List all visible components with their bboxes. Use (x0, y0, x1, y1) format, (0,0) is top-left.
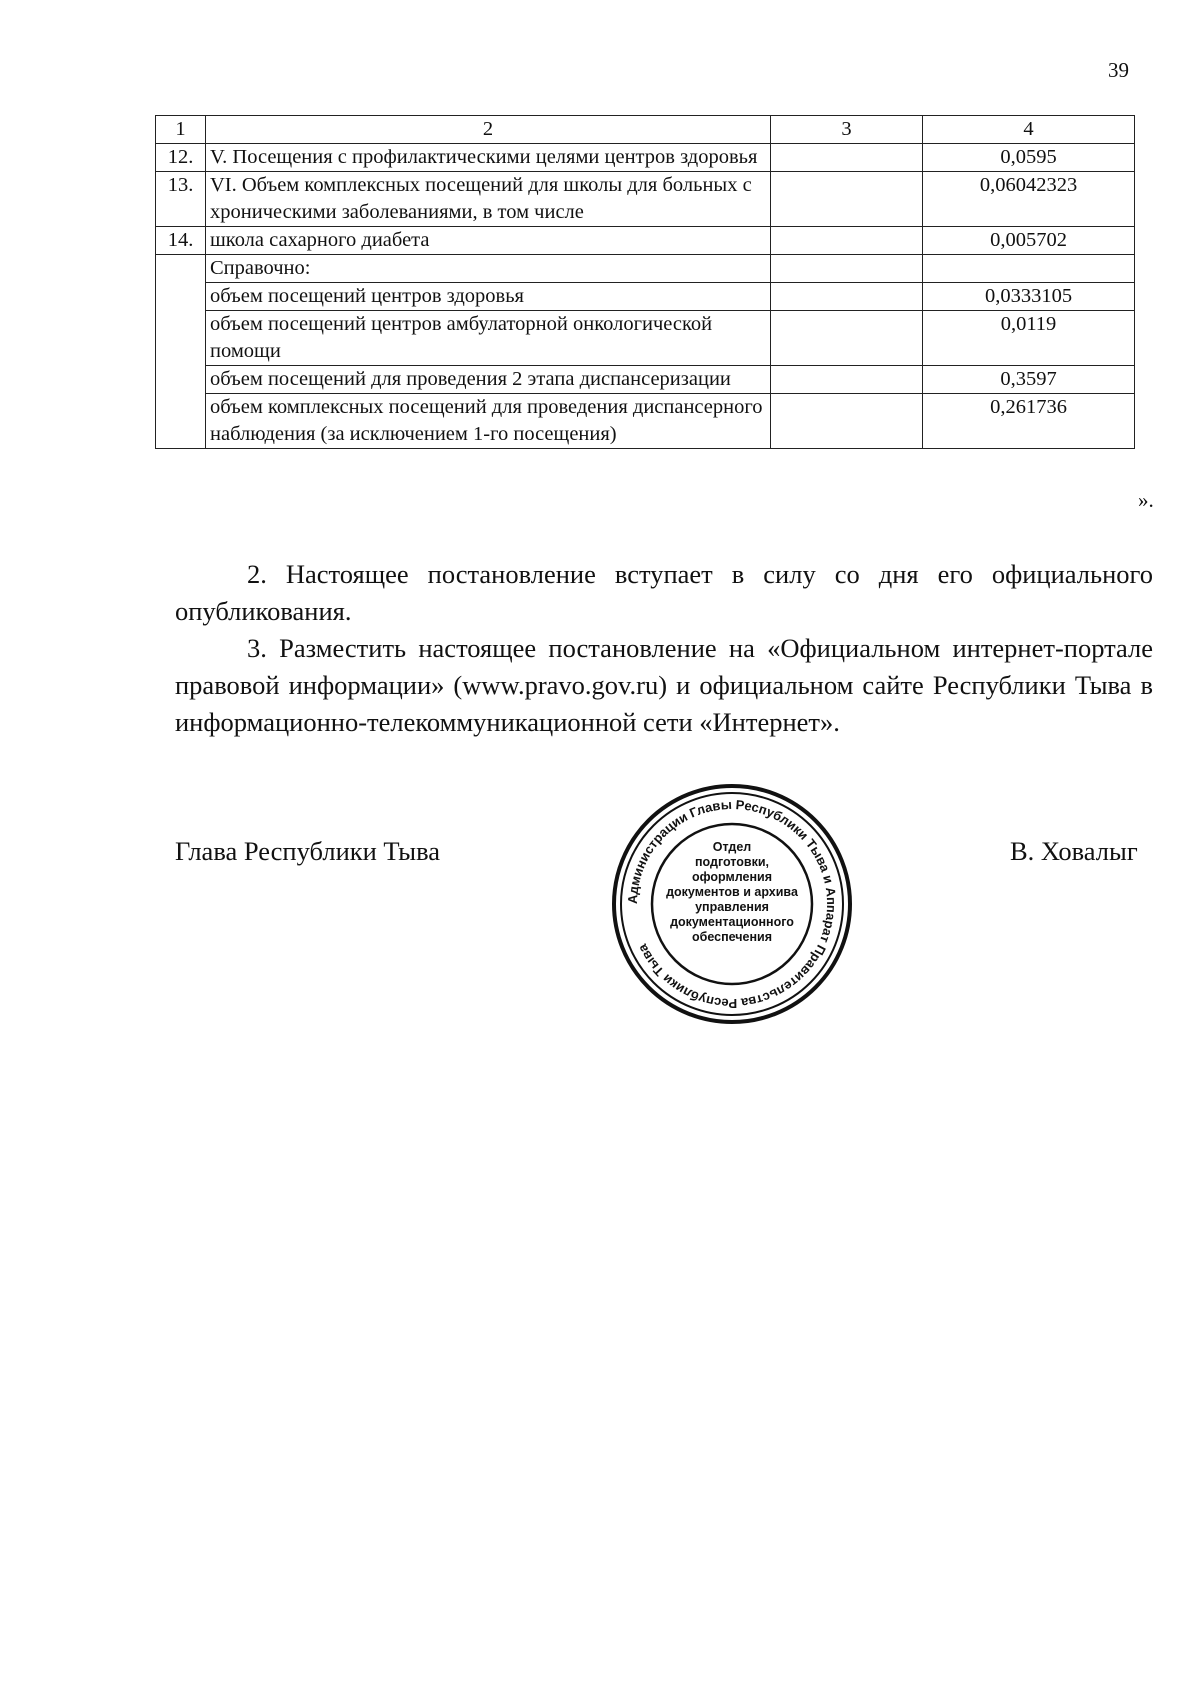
paragraph-2-text: 2. Настоящее постановление вступает в силу со дня его официального опубликования. (175, 559, 1153, 626)
reference-row (156, 311, 1135, 366)
row-value: 0,0119 (923, 311, 1135, 366)
closing-quote: ». (1138, 488, 1154, 512)
reference-title-col4 (923, 255, 1135, 283)
seal-line: подготовки, (694, 855, 769, 869)
table-row (156, 172, 1135, 227)
seal-line: оформления (691, 870, 773, 884)
seal-center-text (648, 840, 816, 945)
reference-row (156, 394, 1135, 449)
reference-number-cell (156, 255, 206, 449)
row-value: 0,005702 (923, 227, 1135, 255)
table-row (156, 227, 1135, 255)
table-row (156, 144, 1135, 172)
row-col3 (771, 311, 923, 366)
row-value: 0,261736 (923, 394, 1135, 449)
seal-line: Отдел (712, 840, 752, 854)
row-number: 12. (156, 144, 206, 172)
row-text: объем комплексных посещений для проведения диспансерного наблюдения (за исключением 1-го посещения) (206, 394, 771, 449)
signatory-name: В. Ховалыг (1010, 836, 1138, 866)
page-number: 39 (1108, 58, 1129, 82)
row-number: 13. (156, 172, 206, 227)
row-number: 14. (156, 227, 206, 255)
row-value: 0,06042323 (923, 172, 1135, 227)
reference-row (156, 283, 1135, 311)
data-table (155, 115, 1134, 449)
official-seal (608, 780, 856, 1028)
row-text: объем посещений центров амбулаторной онкологической помощи (206, 311, 771, 366)
paragraph-3-text: 3. Разместить настоящее постановление на «Официальном интернет-портале правовой информации» (www.pravo.gov.ru) и официальном сайте Республики Тыва в информационно-телекоммуникационной сети «Интернет». (175, 633, 1153, 737)
seal-ring-text: Администрации Главы Республики Тыва и Аппарат Правительства Республики Тыва (624, 796, 840, 1012)
seal-line: документационного (670, 915, 794, 929)
row-text: V. Посещения с профилактическими целями центров здоровья (206, 144, 771, 172)
header-cell-2: 2 (206, 116, 771, 144)
row-value: 0,3597 (923, 366, 1135, 394)
reference-row (156, 366, 1135, 394)
row-col3 (771, 283, 923, 311)
reference-title: Справочно: (206, 255, 771, 283)
row-text: школа сахарного диабета (206, 227, 771, 255)
row-value: 0,0333105 (923, 283, 1135, 311)
paragraph-3 (175, 630, 1153, 741)
header-cell-3: 3 (771, 116, 923, 144)
row-col3 (771, 172, 923, 227)
row-text: объем посещений для проведения 2 этапа диспансеризации (206, 366, 771, 394)
reference-title-row (156, 255, 1135, 283)
header-cell-1: 1 (156, 116, 206, 144)
row-col3 (771, 144, 923, 172)
row-text: VI. Объем комплексных посещений для школы для больных с хроническими заболеваниями, в том числе (206, 172, 771, 227)
row-value: 0,0595 (923, 144, 1135, 172)
row-col3 (771, 366, 923, 394)
table-header-row (156, 116, 1135, 144)
seal-line: документов и архива (666, 885, 798, 899)
header-cell-4: 4 (923, 116, 1135, 144)
seal-line: управления (695, 900, 769, 914)
row-col3 (771, 394, 923, 449)
row-text: объем посещений центров здоровья (206, 283, 771, 311)
seal-line: обеспечения (691, 930, 773, 944)
row-col3 (771, 227, 923, 255)
paragraph-2 (175, 556, 1153, 630)
reference-title-col3 (771, 255, 923, 283)
signatory-position: Глава Республики Тыва (175, 836, 441, 866)
